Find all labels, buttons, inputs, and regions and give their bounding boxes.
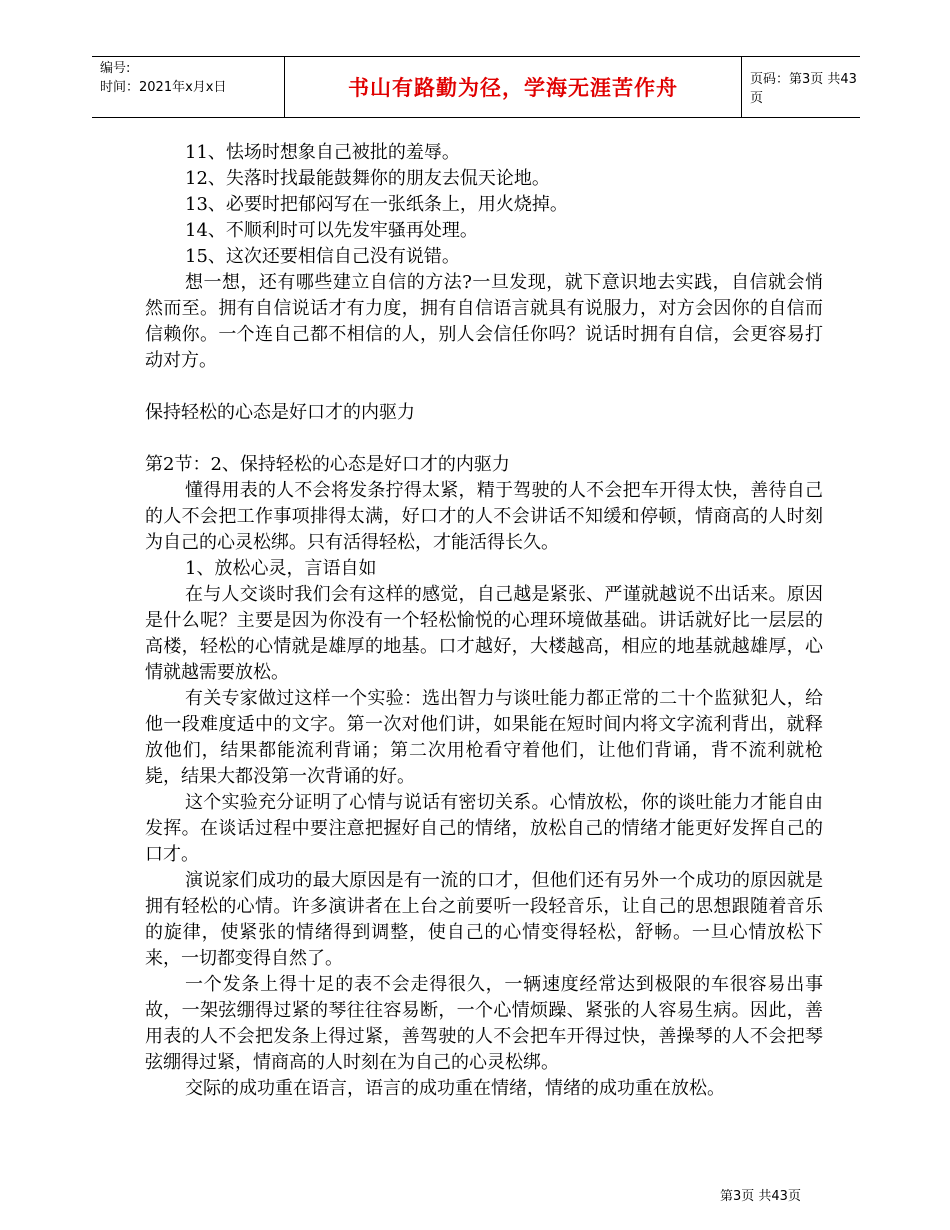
time-label: 时间：2021年x月x日	[100, 80, 227, 95]
header-page-info: 页码：第3页 共43页	[750, 72, 857, 106]
header-meta	[92, 57, 284, 117]
paragraph: 懂得用表的人不会将发条拧得太紧，精于驾驶的人不会把车开得太快，善待自己的人不会把工作事项排得太满，好口才的人不会讲话不知缓和停顿，情商高的人时刻为自己的心灵松绑。只有活得轻松，才能活得长久。	[145, 480, 823, 553]
section-heading: 保持轻松的心态是好口才的内驱力	[145, 402, 415, 423]
list-item: 12、失落时找最能鼓舞你的朋友去侃天论地。	[185, 168, 550, 189]
document-body	[145, 140, 823, 1102]
subheading: 1、放松心灵，言语自如	[185, 558, 377, 579]
chapter-heading: 第2节：2、保持轻松的心态是好口才的内驱力	[145, 454, 510, 475]
paragraph: 这个实验充分证明了心情与说话有密切关系。心情放松，你的谈吐能力才能自由发挥。在谈话过程中要注意把握好自己的情绪，放松自己的情绪才能更好发挥自己的口才。	[145, 792, 823, 865]
list-item: 11、怯场时想象自己被批的羞辱。	[185, 142, 460, 163]
page-header	[92, 56, 860, 118]
paragraph: 交际的成功重在语言，语言的成功重在情绪，情绪的成功重在放松。	[185, 1078, 725, 1099]
paragraph-confidence: 想一想，还有哪些建立自信的方法?一旦发现，就下意识地去实践，自信就会悄然而至。拥有自信说话才有力度，拥有自信语言就具有说服力，对方会因你的自信而信赖你。一个连自己都不相信的人，别人会信任你吗？说话时拥有自信，会更容易打动对方。	[145, 272, 823, 371]
paragraph: 演说家们成功的最大原因是有一流的口才，但他们还有另外一个成功的原因就是拥有轻松的心情。许多演讲者在上台之前要听一段轻音乐，让自己的思想跟随着音乐的旋律，使紧张的情绪得到调整，使自己的心情变得轻松，舒畅。一旦心情放松下来，一切都变得自然了。	[145, 870, 823, 969]
paragraph: 一个发条上得十足的表不会走得很久，一辆速度经常达到极限的车很容易出事故，一架弦绷得过紧的琴往往容易断，一个心情烦躁、紧张的人容易生病。因此，善用表的人不会把发条上得过紧，善驾驶的人不会把车开得过快，善操琴的人不会把琴弦绷得过紧，情商高的人时刻在为自己的心灵松绑。	[145, 974, 823, 1073]
list-item: 14、不顺利时可以先发牢骚再处理。	[185, 220, 478, 241]
list-item: 13、必要时把郁闷写在一张纸条上，用火烧掉。	[185, 194, 568, 215]
list-item: 15、这次还要相信自己没有说错。	[185, 246, 460, 267]
header-motto: 书山有路勤为径，学海无涯苦作舟	[284, 57, 742, 117]
paragraph: 有关专家做过这样一个实验：选出智力与谈吐能力都正常的二十个监狱犯人，给他一段难度适中的文字。第一次对他们讲，如果能在短时间内将文字流利背出，就释放他们，结果都能流利背诵；第二次用枪看守着他们，让他们背诵，背不流利就枪毙，结果大都没第一次背诵的好。	[145, 688, 823, 787]
page-footer: 第3页 共43页	[720, 1189, 801, 1204]
number-label: 编号:	[100, 61, 131, 76]
paragraph: 在与人交谈时我们会有这样的感觉，自己越是紧张、严谨就越说不出话来。原因是什么呢？主要是因为你没有一个轻松愉悦的心理环境做基础。讲话就好比一层层的高楼，轻松的心情就是雄厚的地基。口才越好，大楼越高，相应的地基就越雄厚，心情就越需要放松。	[145, 584, 823, 683]
